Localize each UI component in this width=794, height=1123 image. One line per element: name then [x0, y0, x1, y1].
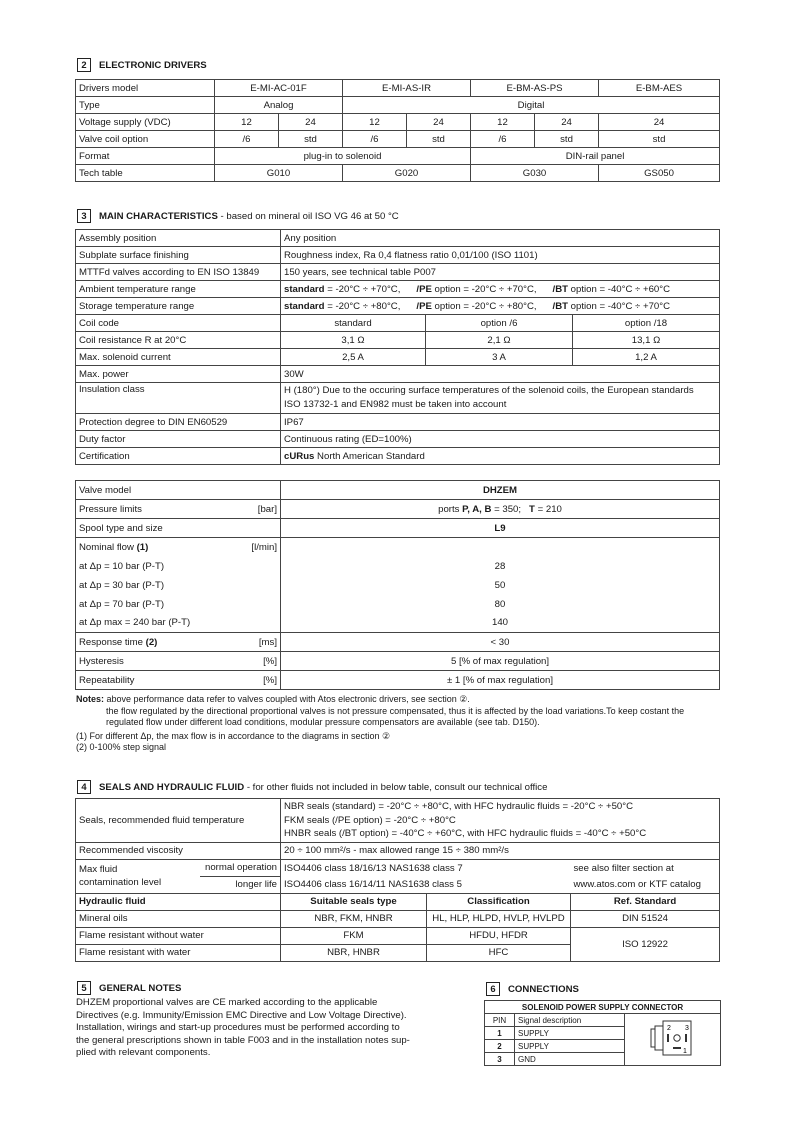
pe-label: /PE [416, 300, 432, 312]
row-label: Valve coil option [76, 131, 215, 148]
bt-label: /BT [552, 300, 569, 312]
normal-op-value: ISO4406 class 18/16/13 NAS1638 class 7 [281, 859, 571, 876]
notes-block [76, 694, 726, 754]
row-label: Protection degree to DIN EN60529 [76, 414, 281, 431]
row-label: Coil code [76, 315, 281, 332]
longer-life-value: ISO4406 class 16/14/11 NAS1638 class 5 [281, 876, 571, 893]
bt-range: option = -40°C ÷ +70°C [568, 300, 671, 312]
fluid-name: Mineral oils [76, 910, 281, 927]
table-row [76, 927, 720, 944]
pressure-post: = 210 [534, 503, 562, 515]
coil-cell: std [535, 131, 599, 148]
row-label: Coil resistance R at 20°C [76, 332, 281, 349]
table-row [76, 247, 720, 264]
coil-code: option /18 [573, 315, 720, 332]
voltage-cell: 12 [343, 114, 407, 131]
note-line: (1) For different Δp, the max flow is in accordance to the diagrams in section ② [76, 730, 391, 741]
driver-model: E-MI-AS-IR [343, 80, 471, 97]
note-ref: (2) [145, 636, 158, 648]
pressure-mid: = 350; [491, 503, 530, 515]
valve-model: DHZEM [281, 481, 720, 500]
viscosity-value: 20 ÷ 100 mm²/s - max allowed range 15 ÷ 380 mm²/s [281, 842, 720, 859]
column-header: Suitable seals type [281, 893, 427, 910]
note-line: (2) 0-100% step signal [76, 742, 167, 753]
section-title: MAIN CHARACTERISTICS [99, 210, 218, 222]
empty-cell [281, 538, 720, 557]
seals-fluid-table [75, 798, 720, 962]
filter-note: www.atos.com or KTF catalog [571, 876, 720, 893]
table-row [76, 414, 720, 431]
tech-cell: G020 [343, 165, 471, 182]
row-value: 150 years, see technical table P007 [281, 264, 720, 281]
flow-value: 50 [281, 576, 720, 595]
fluid-class: HFDU, HFDR [427, 927, 571, 944]
row-value: Roughness index, Ra 0,4 flatness ratio 0,01/100 (ISO 1101) [281, 247, 720, 264]
label-line: contamination level [79, 877, 162, 889]
bt-label: /BT [552, 283, 569, 295]
pe-range: option = -20°C ÷ +70°C, [431, 283, 537, 295]
column-header: Signal description [515, 1014, 625, 1027]
section-title: CONNECTIONS [508, 983, 579, 995]
tech-cell: G030 [471, 165, 599, 182]
std-range: = -20°C ÷ +80°C, [324, 300, 401, 312]
table-row [76, 131, 720, 148]
column-header: PIN [485, 1014, 515, 1027]
bt-range: option = -40°C ÷ +60°C [568, 283, 671, 295]
fluid-seals: NBR, FKM, HNBR [281, 910, 427, 927]
voltage-cell: 24 [407, 114, 471, 131]
table-row [76, 481, 720, 500]
solenoid-current: 3 A [426, 349, 573, 366]
unit-text: [%] [263, 674, 277, 686]
filter-note: see also filter section at [571, 859, 720, 876]
table-header-row [485, 1001, 721, 1014]
table-row [76, 148, 720, 165]
label-text: Repeatability [79, 674, 135, 686]
label-text: Nominal flow [79, 541, 137, 553]
cert-text: North American Standard [314, 450, 425, 462]
row-label: Max. solenoid current [76, 349, 281, 366]
pin-label-2: 2 [667, 1024, 671, 1032]
std-range: = -20°C ÷ +70°C, [324, 283, 401, 295]
repeatability-value: ± 1 [% of max regulation] [281, 671, 720, 690]
flow-value: 80 [281, 595, 720, 614]
coil-resistance: 13,1 Ω [573, 332, 720, 349]
unit-text: [bar] [257, 503, 277, 515]
row-label: Storage temperature range [76, 298, 281, 315]
solenoid-current: 2,5 A [281, 349, 426, 366]
section-number: 3 [77, 209, 91, 223]
coil-cell: /6 [215, 131, 279, 148]
row-label: Format [76, 148, 215, 165]
fluid-class: HFC [427, 944, 571, 961]
row-label [76, 538, 281, 557]
note-line: plied with relevant components. [76, 1047, 211, 1059]
coil-cell: std [279, 131, 343, 148]
pin-signal: SUPPLY [515, 1027, 625, 1040]
contamination-label [76, 859, 200, 893]
voltage-cell: 12 [471, 114, 535, 131]
fluid-name: Flame resistant with water [76, 944, 281, 961]
row-label [76, 500, 281, 519]
table-header-row [76, 893, 720, 910]
table-row [76, 281, 720, 298]
seal-line: HNBR seals (/BT option) = -40°C ÷ +60°C, with HFC hydraulic fluids = -40°C ÷ +50°C [284, 828, 647, 840]
hysteresis-value: 5 [% of max regulation] [281, 652, 720, 671]
table-row [76, 448, 720, 465]
note-line: the flow regulated by the directional proportional valves is not pressure compensated, thus it is affected by the load variations.To keep costant the [106, 705, 685, 716]
table-row [76, 383, 720, 414]
row-value: 30W [281, 366, 720, 383]
row-label [76, 652, 281, 671]
row-label: Type [76, 97, 215, 114]
fluid-seals: FKM [281, 927, 427, 944]
section-number: 2 [77, 58, 91, 72]
row-label: Valve model [76, 481, 281, 500]
voltage-cell: 12 [215, 114, 279, 131]
table-row [76, 500, 720, 519]
seal-line: FKM seals (/PE option) = -20°C ÷ +80°C [284, 814, 456, 826]
coil-code: option /6 [426, 315, 573, 332]
row-value: IP67 [281, 414, 720, 431]
coil-cell: std [599, 131, 720, 148]
electronic-drivers-table [75, 79, 720, 182]
row-label: Duty factor [76, 431, 281, 448]
table-row [76, 349, 720, 366]
note-text: above performance data refer to valves coupled with Atos electronic drivers, see section ②. [104, 694, 470, 704]
section-2-heading [77, 58, 207, 72]
row-label: Voltage supply (VDC) [76, 114, 215, 131]
format-din: DIN-rail panel [471, 148, 720, 165]
section-subtitle: - based on mineral oil ISO VG 46 at 50 °C [217, 210, 399, 222]
std-label: standard [284, 300, 325, 312]
section-6-heading [486, 982, 579, 996]
note-line: Directives (e.g. Immunity/Emission EMC Directive and Low Voltage Directive). [76, 1009, 407, 1021]
note-line [76, 694, 726, 706]
seal-line: NBR seals (standard) = -20°C ÷ +80°C, with HFC hydraulic fluids = -20°C ÷ +50°C [284, 801, 634, 812]
voltage-cell: 24 [535, 114, 599, 131]
row-label: Drivers model [76, 80, 215, 97]
table-row [76, 165, 720, 182]
pin-number: 2 [485, 1040, 515, 1053]
table-row [76, 230, 720, 247]
section-title: GENERAL NOTES [99, 982, 182, 994]
table-row [76, 519, 720, 538]
coil-code: standard [281, 315, 426, 332]
cert-mark: cURus [284, 450, 315, 462]
note-line: DHZEM proportional valves are CE marked according to the applicable [76, 997, 378, 1008]
table-row [76, 315, 720, 332]
row-label: MTTFd valves according to EN ISO 13849 [76, 264, 281, 281]
driver-model: E-BM-AES [599, 80, 720, 97]
row-label: Subplate surface finishing [76, 247, 281, 264]
voltage-cell: 24 [279, 114, 343, 131]
section-title: SEALS AND HYDRAULIC FLUID [99, 781, 245, 793]
section-3-heading [77, 209, 399, 223]
connector-icon [625, 1015, 719, 1065]
insulation-value [281, 383, 720, 414]
longer-life-label: longer life [200, 876, 281, 893]
tech-cell: GS050 [599, 165, 720, 182]
label-line: Max fluid [79, 864, 118, 876]
storage-value [281, 298, 720, 315]
insulation-line: ISO 13732-1 and EN982 must be taken into account [284, 399, 507, 410]
table-row [76, 97, 720, 114]
note-line: regulated flow under different load conditions, modular pressure compensators are available (see tab. D150). [106, 717, 540, 728]
section-number: 4 [77, 780, 91, 794]
type-analog: Analog [215, 97, 343, 114]
row-label: Seals, recommended fluid temperature [76, 799, 281, 843]
pin-number: 1 [485, 1027, 515, 1040]
row-value: Any position [281, 230, 720, 247]
column-header: Ref. Standard [571, 893, 720, 910]
flow-label: at Δp = 30 bar (P-T) [76, 576, 281, 595]
coil-cell: /6 [343, 131, 407, 148]
row-label: Recommended viscosity [76, 842, 281, 859]
table-row [76, 614, 720, 633]
insulation-line: H (180°) Due to the occuring surface temperatures of the solenoid coils, the European standards [284, 385, 694, 396]
notes-lead: Notes: [76, 694, 105, 704]
seals-value [281, 799, 720, 843]
pe-range: option = -20°C ÷ +80°C, [431, 300, 537, 312]
pin-signal: GND [515, 1053, 625, 1066]
column-header: Hydraulic fluid [76, 893, 281, 910]
flow-value: 28 [281, 557, 720, 576]
driver-model: E-MI-AC-01F [215, 80, 343, 97]
connector-title: SOLENOID POWER SUPPLY CONNECTOR [485, 1001, 721, 1014]
valve-performance-table [75, 480, 720, 690]
section-5-heading [77, 981, 181, 995]
note-line: the general prescriptions shown in table F003 and in the installation notes sup- [76, 1034, 410, 1046]
table-row [76, 114, 720, 131]
tech-cell: G010 [215, 165, 343, 182]
section-number: 6 [486, 982, 500, 996]
fluid-class: HL, HLP, HLPD, HVLP, HVLPD [427, 910, 571, 927]
unit-text: [%] [263, 655, 277, 667]
coil-resistance: 3,1 Ω [281, 332, 426, 349]
table-row [76, 595, 720, 614]
label-text: Pressure limits [79, 503, 142, 515]
table-row [76, 538, 720, 557]
table-row [76, 859, 720, 876]
solenoid-current: 1,2 A [573, 349, 720, 366]
section-number: 5 [77, 981, 91, 995]
section-subtitle: - for other fluids not included in below table, consult our technical office [244, 781, 548, 793]
table-row [76, 671, 720, 690]
row-value: Continuous rating (ED=100%) [281, 431, 720, 448]
row-label: Certification [76, 448, 281, 465]
column-header: Classification [427, 893, 571, 910]
driver-model: E-BM-AS-PS [471, 80, 599, 97]
unit-text: [l/min] [251, 541, 277, 553]
pe-label: /PE [416, 283, 432, 295]
row-label [76, 633, 281, 652]
row-label: Assembly position [76, 230, 281, 247]
table-row [76, 652, 720, 671]
general-notes-text [76, 997, 421, 1060]
flow-label: at Δp max = 240 bar (P-T) [76, 614, 281, 633]
table-row [76, 298, 720, 315]
pressure-value [281, 500, 720, 519]
spool-value: L9 [281, 519, 720, 538]
section-title: ELECTRONIC DRIVERS [99, 59, 207, 71]
ambient-value [281, 281, 720, 298]
connections-table [484, 1000, 721, 1066]
type-digital: Digital [343, 97, 720, 114]
section-4-heading [77, 780, 547, 794]
main-characteristics-table [75, 229, 720, 465]
coil-resistance: 2,1 Ω [426, 332, 573, 349]
table-row [76, 842, 720, 859]
unit-text: [ms] [258, 636, 277, 648]
response-value: < 30 [281, 633, 720, 652]
coil-cell: /6 [471, 131, 535, 148]
pin-label-1: 1 [683, 1047, 687, 1055]
normal-op-label: normal operation [200, 859, 281, 876]
pressure-pre: ports [438, 503, 463, 515]
note-line: Installation, wirings and start-up procedures must be performed according to [76, 1022, 400, 1034]
pin-number: 3 [485, 1053, 515, 1066]
std-label: standard [284, 283, 325, 295]
coil-cell: std [407, 131, 471, 148]
table-row [76, 910, 720, 927]
pressure-t: T [529, 503, 535, 515]
row-label: Max. power [76, 366, 281, 383]
cert-value [281, 448, 720, 465]
row-label: Spool type and size [76, 519, 281, 538]
pin-label-3: 3 [685, 1024, 689, 1032]
table-row [485, 1014, 721, 1027]
table-row [76, 366, 720, 383]
flow-label: at Δp = 10 bar (P-T) [76, 557, 281, 576]
fluid-standard: ISO 12922 [571, 927, 720, 961]
flow-label: at Δp = 70 bar (P-T) [76, 595, 281, 614]
table-row [76, 431, 720, 448]
flow-value: 140 [281, 614, 720, 633]
connector-diagram-cell [625, 1014, 721, 1066]
fluid-name: Flame resistant without water [76, 927, 281, 944]
voltage-cell: 24 [599, 114, 720, 131]
table-row [76, 576, 720, 595]
fluid-standard: DIN 51524 [571, 910, 720, 927]
row-label [76, 671, 281, 690]
label-text: Response time [79, 636, 146, 648]
row-label: Ambient temperature range [76, 281, 281, 298]
table-row [76, 264, 720, 281]
table-row [76, 332, 720, 349]
pin-signal: SUPPLY [515, 1040, 625, 1053]
table-row [76, 633, 720, 652]
table-row [76, 799, 720, 843]
fluid-seals: NBR, HNBR [281, 944, 427, 961]
row-label: Insulation class [76, 383, 281, 414]
table-row [76, 557, 720, 576]
row-label: Tech table [76, 165, 215, 182]
format-plugin: plug-in to solenoid [215, 148, 471, 165]
pressure-ports: P, A, B [462, 503, 492, 515]
label-text: Hysteresis [79, 655, 124, 667]
table-row [76, 80, 720, 97]
note-ref: (1) [136, 541, 149, 553]
